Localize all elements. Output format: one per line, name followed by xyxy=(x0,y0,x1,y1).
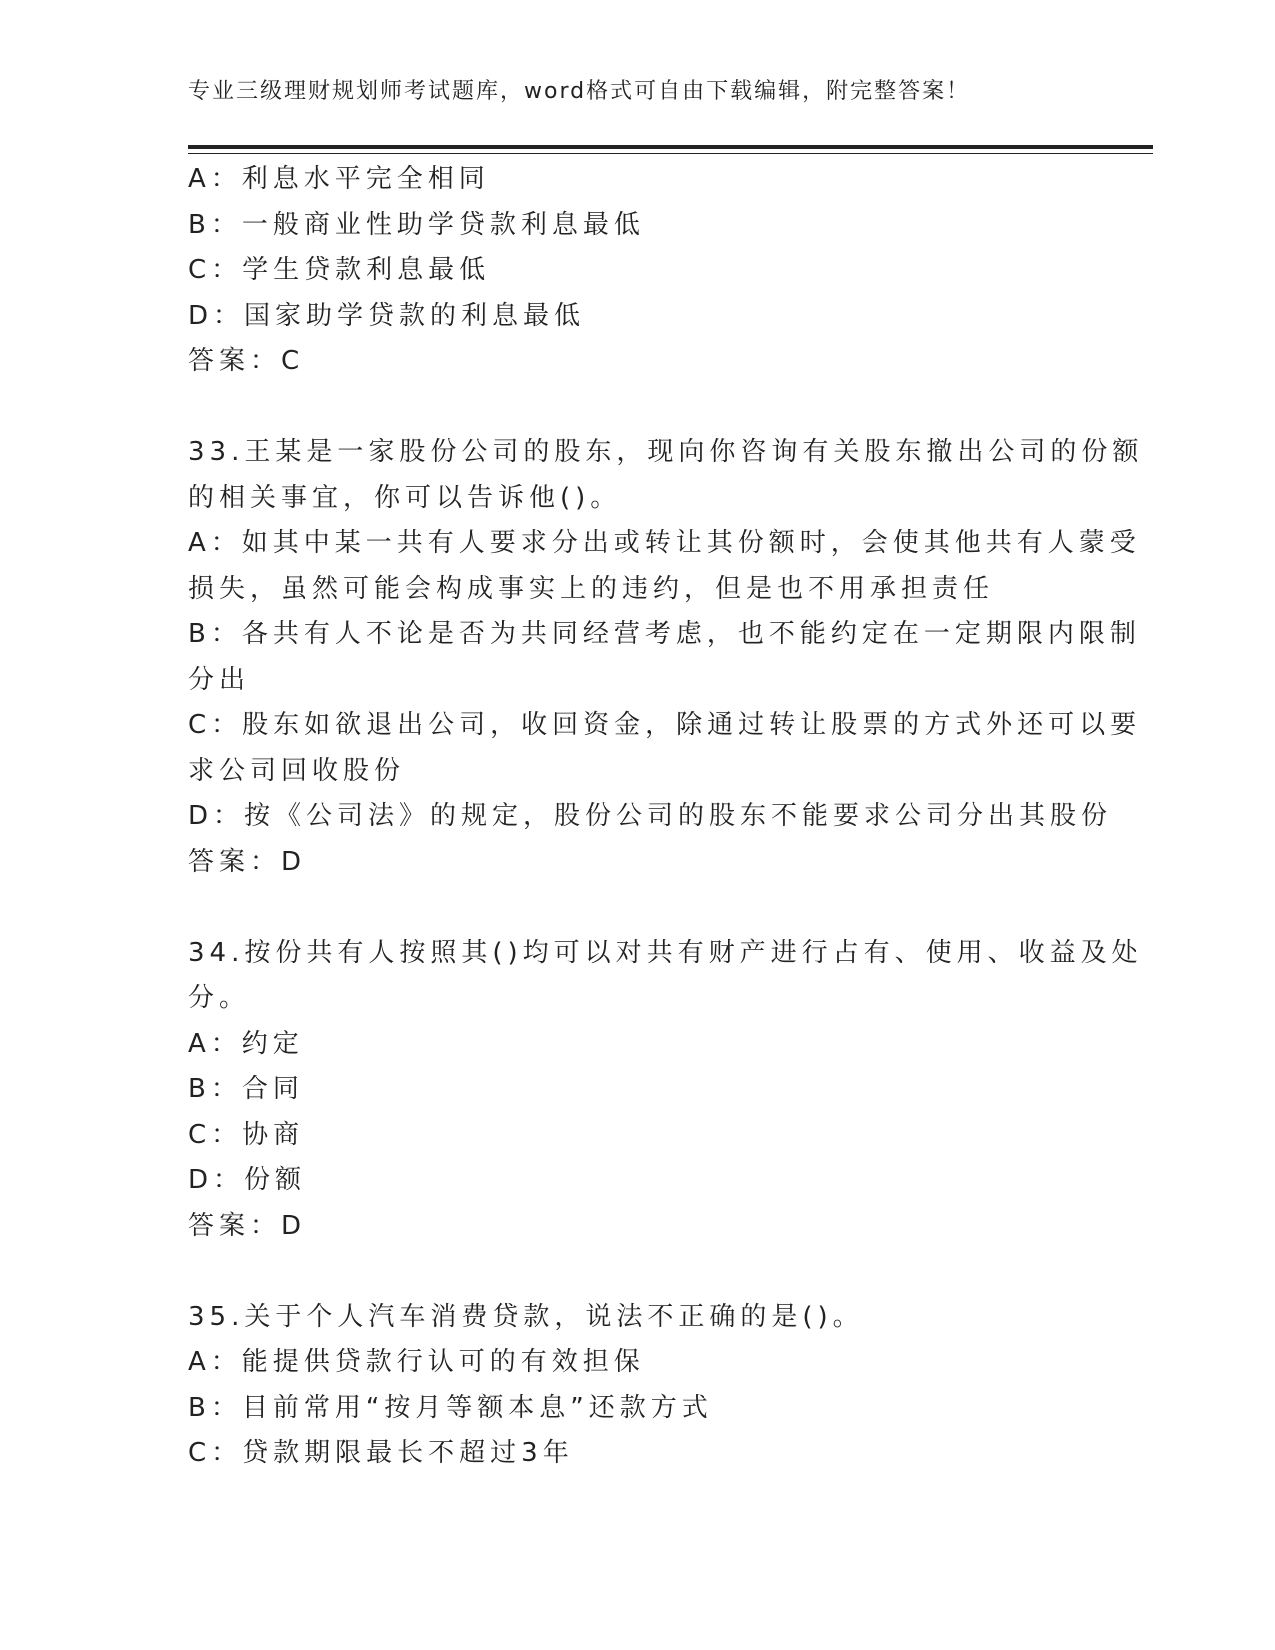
question-33-stem: 33.王某是一家股份公司的股东，现向你咨询有关股东撤出公司的份额 xyxy=(188,437,1144,467)
spacer xyxy=(188,385,1088,431)
option-c: C：学生贷款利息最低 xyxy=(188,255,491,285)
q34-option-b: B：合同 xyxy=(188,1074,304,1104)
q33-option-c: C：股东如欲退出公司，收回资金，除通过转让股票的方式外还可以要 xyxy=(188,710,1142,740)
question-35-stem: 35.关于个人汽车消费贷款，说法不正确的是()。 xyxy=(188,1301,864,1332)
q33-option-b-cont: 分出 xyxy=(188,664,251,695)
q33-answer: 答案：D xyxy=(188,846,307,877)
question-body xyxy=(188,157,1144,1477)
q35-option-a: A：能提供贷款行认可的有效担保 xyxy=(188,1347,645,1377)
q33-option-c-cont: 求公司回收股份 xyxy=(188,755,406,786)
q34-option-a: A：约定 xyxy=(188,1028,304,1059)
header-rule-thick xyxy=(188,145,1153,149)
q33-option-a-cont: 损失，虽然可能会构成事实上的违约，但是也不用承担责任 xyxy=(188,573,995,604)
option-a: A：利息水平完全相同 xyxy=(188,164,490,194)
q33-option-a: A：如其中某一共有人要求分出或转让其份额时，会使其他共有人蒙受 xyxy=(188,528,1141,558)
header-rule-thin xyxy=(188,153,1153,154)
option-d: D：国家助学贷款的利息最低 xyxy=(188,300,586,331)
question-33-stem-cont: 的相关事宜，你可以告诉他()。 xyxy=(188,482,622,513)
question-34-stem: 34.按份共有人按照其()均可以对共有财产进行占有、使用、收益及处 xyxy=(188,937,1143,968)
answer-line: 答案：C xyxy=(188,346,305,376)
q35-option-b: B：目前常用“按月等额本息”还款方式 xyxy=(188,1392,713,1423)
q34-option-c: C：协商 xyxy=(188,1119,305,1150)
q33-option-b: B：各共有人不论是否为共同经营考虑，也不能约定在一定期限内限制 xyxy=(188,619,1141,649)
q34-option-d: D：份额 xyxy=(188,1165,307,1195)
q34-answer: 答案：D xyxy=(188,1210,307,1241)
option-b: B：一般商业性助学贷款利息最低 xyxy=(188,209,645,240)
spacer xyxy=(188,885,1088,931)
spacer xyxy=(188,1249,1088,1295)
q33-option-d: D：按《公司法》的规定，股份公司的股东不能要求公司分出其股份 xyxy=(188,801,1113,831)
question-34-stem-cont: 分。 xyxy=(188,983,251,1013)
page-header: 专业三级理财规划师考试题库，word格式可自由下载编辑，附完整答案！ xyxy=(188,79,971,104)
q35-option-c: C：贷款期限最长不超过3年 xyxy=(188,1438,574,1468)
